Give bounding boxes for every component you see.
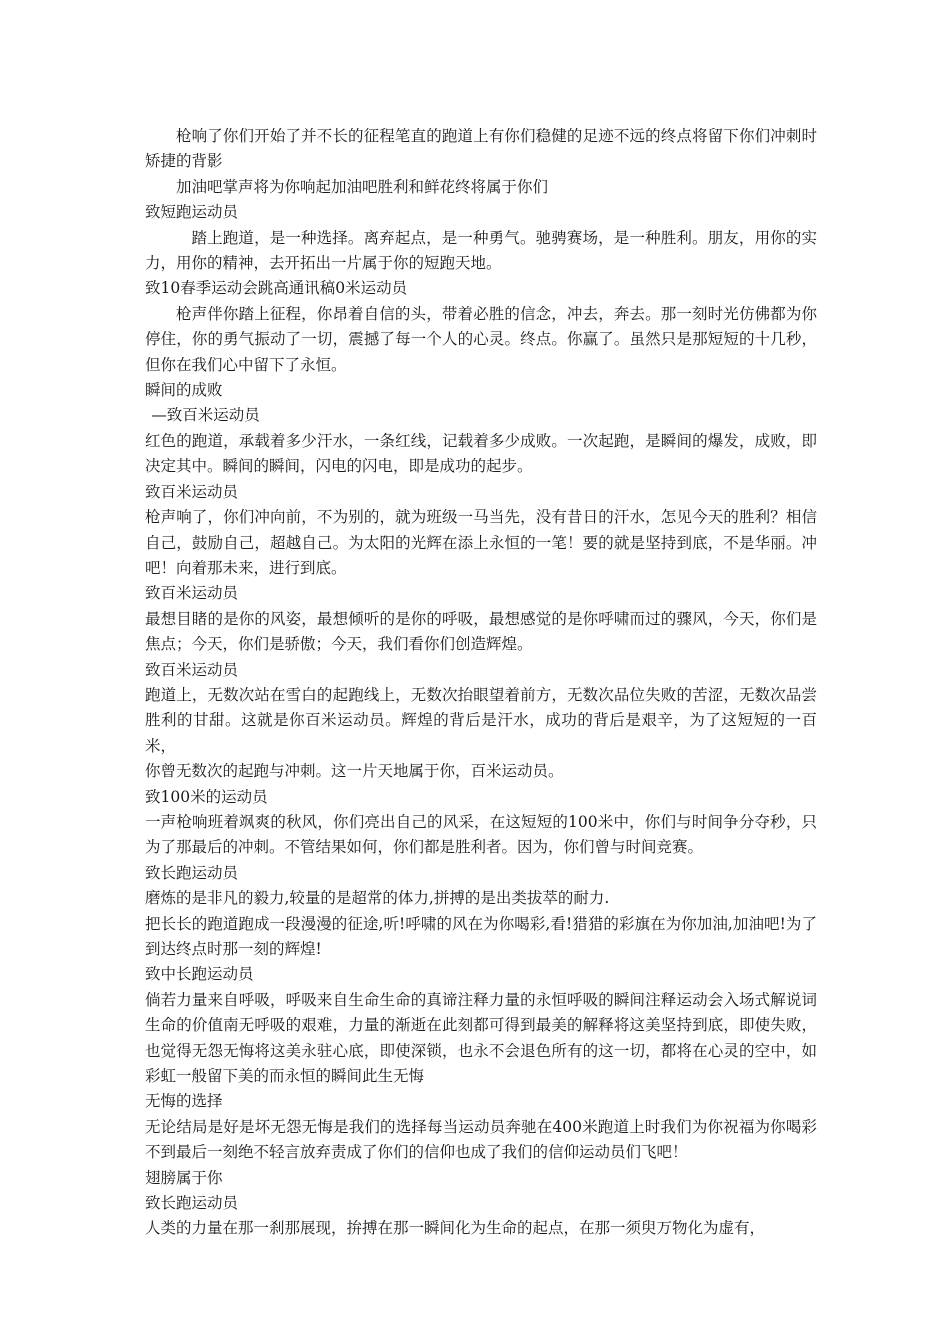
paragraph: —致百米运动员 — [151, 406, 260, 425]
paragraph: 踏上跑道，是一种选择。离弃起点，是一种勇气。驰骋赛场，是一种胜利。朋友，用你的实力，用你的精神，去开拓出一片属于你的短跑天地。 — [145, 228, 817, 273]
paragraph: 加油吧掌声将为你响起加油吧胜利和鲜花终将属于你们 — [176, 177, 549, 196]
paragraph: 无论结局是好是坏无怨无悔是我们的选择每当运动员奔驰在400米跑道上时我们为你祝福为你喝彩不到最后一刻绝不轻言放弃责成了你们的信仰也成了我们的信仰运动员们飞吧！ — [145, 1117, 817, 1162]
paragraph: 你曾无数次的起跑与冲刺。这一片天地属于你，百米运动员。 — [145, 762, 564, 781]
paragraph: 致百米运动员 — [145, 482, 239, 501]
paragraph: 枪声伴你踏上征程，你昂着自信的头，带着必胜的信念，冲去，奔去。那一刻时光仿佛都为你停住，你的勇气振动了一切，震撼了每一个人的心灵。终点。你赢了。虽然只是那短短的十几秒，但你在我们心中留下了永恒。 — [145, 304, 817, 374]
paragraph: 红色的跑道，承载着多少汗水，一条红线，记载着多少成败。一次起跑，是瞬间的爆发，成败，即决定其中。瞬间的瞬间，闪电的闪电，即是成功的起步。 — [145, 431, 817, 476]
paragraph: 致10春季运动会跳高通讯稿0米运动员 — [145, 279, 408, 298]
paragraph: 翅膀属于你 — [145, 1168, 223, 1187]
document-page — [145, 124, 817, 1242]
paragraph: 磨炼的是非凡的毅力,较量的是超常的体力,拼搏的是出类拔萃的耐力. — [145, 889, 610, 908]
paragraph: 枪声响了，你们冲向前，不为别的，就为班级一马当先，没有昔日的汗水，怎见今天的胜利？相信自己，鼓励自己，超越自己。为太阳的光辉在添上永恒的一笔！要的就是坚持到底，不是华丽。冲吧！向着那未来，进行到底。 — [145, 508, 817, 577]
paragraph: 致短跑运动员 — [145, 203, 239, 222]
paragraph: 跑道上，无数次站在雪白的起跑线上，无数次抬眼望着前方，无数次品位失败的苦涩，无数次品尝胜利的甘甜。这就是你百米运动员。辉煌的背后是汗水，成功的背后是艰辛，为了这短短的一百米， — [145, 685, 817, 755]
paragraph: 最想目睹的是你的风姿，最想倾听的是你的呼吸，最想感觉的是你呼啸而过的骤风，今天，你们是焦点；今天，你们是骄傲；今天，我们看你们创造辉煌。 — [145, 609, 817, 654]
paragraph: 倘若力量来自呼吸，呼吸来自生命生命的真谛注释力量的永恒呼吸的瞬间注释运动会入场式解说词生命的价值南无呼吸的艰难，力量的渐逝在此刻都可得到最美的解释将这美坚持到底，即使失败，也觉得无怨无悔将这美永驻心底，即使深锁，也永不会退色所有的这一切，都将在心灵的空中，如彩虹一般留下美的而永恒的瞬间此生无悔 — [145, 990, 817, 1086]
paragraph: 一声枪响班着飒爽的秋风，你们亮出自己的风采，在这短短的100米中，你们与时间争分夺秒，只为了那最后的冲刺。不管结果如何，你们都是胜利者。因为，你们曾与时间竞赛。 — [145, 812, 817, 857]
paragraph: 人类的力量在那一刹那展现，拚搏在那一瞬间化为生命的起点，在那一须臾万物化为虚有， — [145, 1219, 766, 1238]
paragraph: 瞬间的成败 — [145, 381, 223, 400]
paragraph: 致百米运动员 — [145, 660, 239, 679]
paragraph: 致长跑运动员 — [145, 863, 239, 882]
paragraph: 枪响了你们开始了并不长的征程笔直的跑道上有你们稳健的足迹不远的终点将留下你们冲刺时矫捷的背影 — [145, 127, 817, 171]
paragraph: 致长跑运动员 — [145, 1194, 239, 1213]
paragraph: 致百米运动员 — [145, 584, 239, 603]
paragraph: 把长长的跑道跑成一段漫漫的征途,听!呼啸的风在为你喝彩,看!猎猎的彩旗在为你加油,加油吧!为了到达终点时那一刻的辉煌! — [145, 914, 817, 958]
paragraph: 致100米的运动员 — [145, 787, 268, 806]
paragraph: 致中长跑运动员 — [145, 965, 254, 984]
paragraph: 无悔的选择 — [145, 1092, 223, 1111]
